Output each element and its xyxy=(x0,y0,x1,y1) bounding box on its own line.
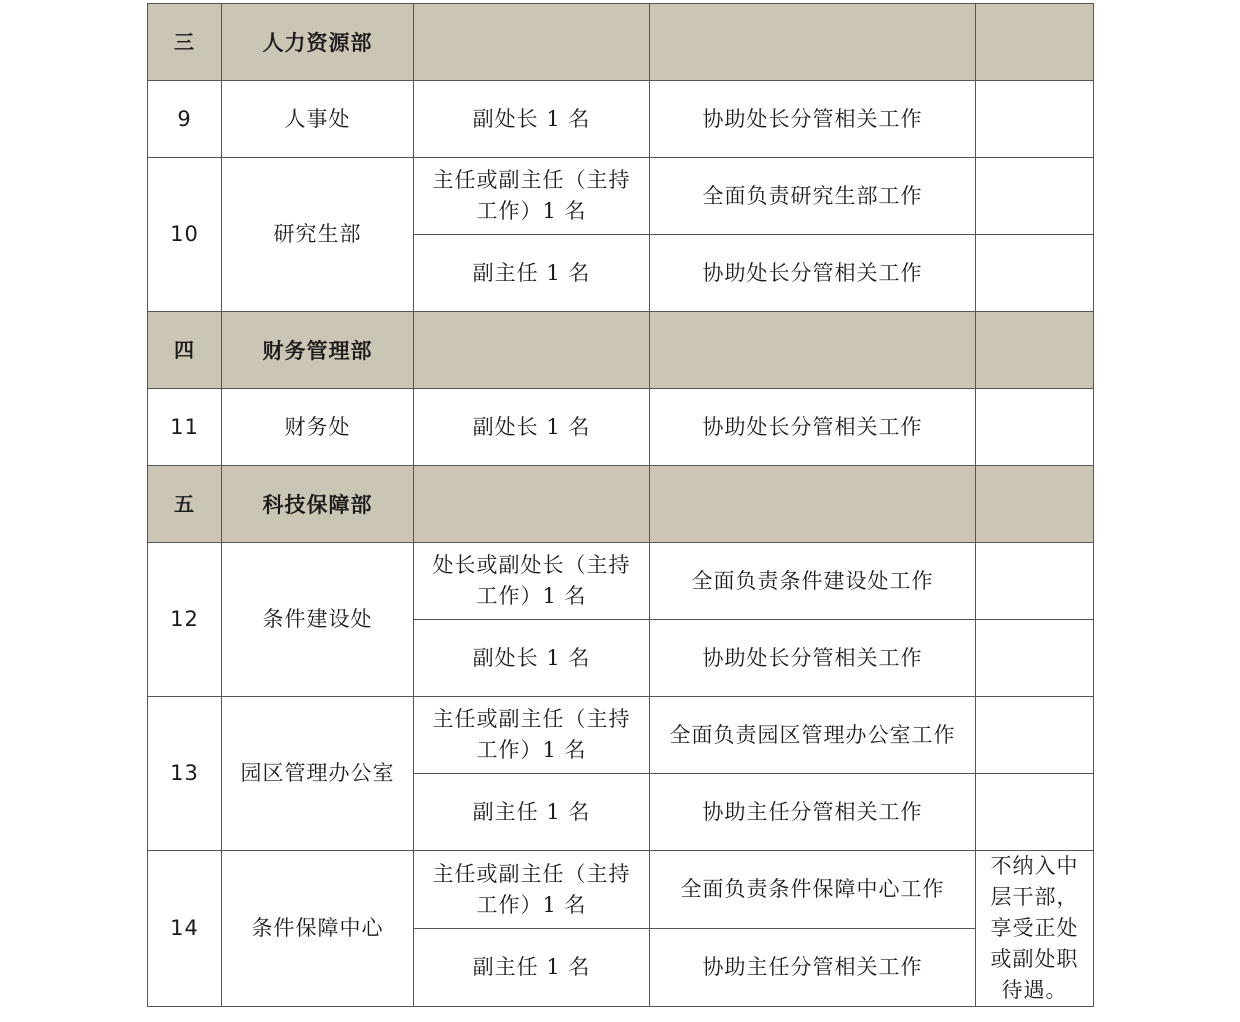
unit-name: 条件保障中心 xyxy=(222,851,414,1007)
note-cell: 不纳入中层干部，享受正处或副处职待遇。 xyxy=(976,851,1094,1007)
note-cell xyxy=(976,774,1094,851)
position-cell: 处长或副处长（主持工作）1 名 xyxy=(414,543,650,620)
unit-name: 人事处 xyxy=(222,81,414,158)
section-number: 三 xyxy=(148,4,222,81)
unit-number: 10 xyxy=(148,158,222,312)
unit-number: 9 xyxy=(148,81,222,158)
duty-cell: 全面负责条件保障中心工作 xyxy=(650,851,976,929)
empty-cell xyxy=(650,4,976,81)
table-row xyxy=(148,158,1094,235)
unit-number: 12 xyxy=(148,543,222,697)
position-cell: 副主任 1 名 xyxy=(414,774,650,851)
unit-name: 研究生部 xyxy=(222,158,414,312)
section-row xyxy=(148,466,1094,543)
duty-cell: 协助处长分管相关工作 xyxy=(650,81,976,158)
table-row xyxy=(148,543,1094,620)
duty-cell: 协助主任分管相关工作 xyxy=(650,774,976,851)
unit-name: 财务处 xyxy=(222,389,414,466)
section-name: 科技保障部 xyxy=(222,466,414,543)
section-row xyxy=(148,312,1094,389)
table-row xyxy=(148,81,1094,158)
note-cell xyxy=(976,81,1094,158)
duty-cell: 协助处长分管相关工作 xyxy=(650,620,976,697)
unit-number: 11 xyxy=(148,389,222,466)
position-cell: 副处长 1 名 xyxy=(414,620,650,697)
section-name: 人力资源部 xyxy=(222,4,414,81)
empty-cell xyxy=(976,466,1094,543)
position-cell: 副主任 1 名 xyxy=(414,929,650,1007)
position-cell: 副处长 1 名 xyxy=(414,389,650,466)
duty-cell: 全面负责条件建设处工作 xyxy=(650,543,976,620)
section-row xyxy=(148,4,1094,81)
table-row xyxy=(148,389,1094,466)
note-cell xyxy=(976,620,1094,697)
table-row xyxy=(148,851,1094,929)
note-cell xyxy=(976,389,1094,466)
position-cell: 副处长 1 名 xyxy=(414,81,650,158)
section-number: 四 xyxy=(148,312,222,389)
note-cell xyxy=(976,697,1094,774)
duty-cell: 协助处长分管相关工作 xyxy=(650,235,976,312)
note-cell xyxy=(976,158,1094,235)
duty-cell: 协助主任分管相关工作 xyxy=(650,929,976,1007)
unit-name: 条件建设处 xyxy=(222,543,414,697)
empty-cell xyxy=(650,312,976,389)
unit-number: 14 xyxy=(148,851,222,1007)
section-name: 财务管理部 xyxy=(222,312,414,389)
duty-cell: 协助处长分管相关工作 xyxy=(650,389,976,466)
position-cell: 主任或副主任（主持工作）1 名 xyxy=(414,851,650,929)
empty-cell xyxy=(650,466,976,543)
table-row xyxy=(148,697,1094,774)
positions-table xyxy=(147,3,1094,1007)
empty-cell xyxy=(976,4,1094,81)
empty-cell xyxy=(414,466,650,543)
position-cell: 副主任 1 名 xyxy=(414,235,650,312)
note-cell xyxy=(976,235,1094,312)
position-cell: 主任或副主任（主持工作）1 名 xyxy=(414,697,650,774)
duty-cell: 全面负责研究生部工作 xyxy=(650,158,976,235)
empty-cell xyxy=(976,312,1094,389)
empty-cell xyxy=(414,4,650,81)
position-cell: 主任或副主任（主持工作）1 名 xyxy=(414,158,650,235)
duty-cell: 全面负责园区管理办公室工作 xyxy=(650,697,976,774)
empty-cell xyxy=(414,312,650,389)
section-number: 五 xyxy=(148,466,222,543)
unit-name: 园区管理办公室 xyxy=(222,697,414,851)
unit-number: 13 xyxy=(148,697,222,851)
note-cell xyxy=(976,543,1094,620)
